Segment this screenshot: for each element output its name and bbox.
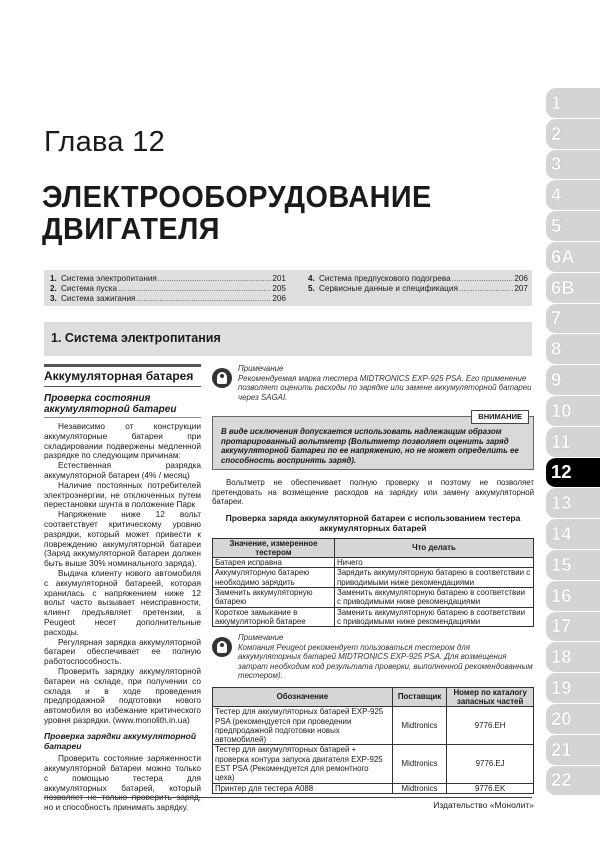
note-text: Рекомендуемая марка тестера MIDTRONICS EXP-925 PSA. Его применение позволяет оценить расходы по зарядке или замене аккумуляторной батареи через SAGAI.: [238, 373, 532, 402]
chapter-tabs: [546, 88, 600, 796]
chapter-tab-9[interactable]: [546, 365, 600, 396]
table-of-contents: [44, 270, 532, 306]
paragraph: Вольтметр не обеспечивает полную проверку и поэтому не позволяет претендовать на возмещение расходов на зарядку или замену аккумуляторной батареи.: [212, 478, 534, 506]
chapter-tab-10[interactable]: [546, 396, 600, 427]
toc-title: Система предпускового подогрева: [319, 274, 451, 283]
table-cell: Короткое замыкание в аккумуляторной батарее: [213, 607, 335, 627]
paragraph: Выдача клиенту нового автомобиля с аккумуляторной батареей, которая хранилась с напряжением ниже 12 вольт часто вызывает неисправности, клиент предъявляет претензии, а Peugeot несет дополнительные расходы.: [44, 567, 201, 637]
toc-item[interactable]: [308, 274, 528, 284]
table-cell: Заменить аккумуляторную батарею: [213, 587, 335, 607]
subsection-heading: Аккумуляторная батарея: [44, 364, 201, 387]
toc-leader: [137, 294, 272, 304]
table-cell: Тестер для аккумуляторных батарей + проверка контура запуска двигателя EXP-925 EST PSA (Рекомендуется для ремонтного цеха): [213, 745, 393, 783]
chapter-tab-19[interactable]: [546, 673, 600, 704]
paragraph: Напряжение ниже 12 вольт соответствует критическому уровню разрядки, который может привести к повреждению аккумуляторной батареи (Заряд аккумуляторной батареи должен быть выше 30% номинального заряда).: [44, 509, 201, 569]
table-header-cell: Обозначение: [213, 687, 393, 707]
chapter-tab-8[interactable]: [546, 334, 600, 365]
toc-page: 206: [272, 294, 286, 303]
table-row: [213, 558, 534, 568]
table-row: [213, 568, 534, 588]
table-header-cell: Номер по каталогу запасных частей: [447, 687, 534, 707]
chapter-tab-label: 12: [551, 461, 572, 483]
toc-title: Система зажигания: [61, 294, 136, 303]
section-header: 1. Система электропитания: [44, 322, 532, 356]
chapter-tab-label: 20: [551, 707, 572, 729]
chapter-tab-label: 9: [551, 369, 562, 391]
table-row: [213, 607, 534, 627]
paragraph: Независимо от конструкции аккумуляторные батареи при складировании подвержены медленной разрядке по следующим причинам:: [44, 421, 201, 461]
table-row: [213, 587, 534, 607]
chapter-tab-16[interactable]: [546, 581, 600, 612]
toc-column-right: [308, 274, 528, 294]
toc-leader: [118, 284, 271, 294]
left-column: [44, 364, 201, 813]
warning-text: В виде исключения допускается использовать надлежащим образом протарированный вольтметр (Вольтметр позволяет оценить заряд аккумуляторной батареи по ее напряжению, но не может определить ее способность воспринять заряд).: [221, 427, 519, 465]
table-cell: Аккумуляторную батарею необходимо зарядить: [213, 568, 335, 588]
table-cell: 9776.EJ: [447, 745, 534, 783]
chapter-tab-label: 8: [551, 338, 562, 360]
toc-page: 206: [514, 274, 528, 283]
table-cell: Midtronics: [392, 745, 447, 783]
chapter-tab-label: 14: [551, 523, 572, 545]
chapter-tab-label: 17: [551, 615, 572, 637]
note-icon: [212, 368, 232, 388]
toc-leader: [459, 284, 513, 294]
note-label: Примечание: [238, 633, 284, 643]
table-cell: Заменить аккумуляторную батарею в соответствии с приводимыми ниже рекомендациями: [334, 607, 533, 627]
toc-number: 1.: [50, 274, 57, 283]
subsubsection-heading-2: Проверка зарядки аккумуляторной батареи: [44, 730, 197, 751]
chapter-tab-22[interactable]: [546, 766, 600, 797]
table-header-cell: Поставщик: [392, 687, 447, 707]
tester-parts-table: [212, 687, 534, 794]
table-caption: Проверка заряда аккумуляторной батареи с использованием тестера аккумуляторных батарей: [225, 512, 521, 533]
table-row: [213, 707, 534, 745]
toc-number: 4.: [308, 274, 315, 283]
table-cell: Заменить аккумуляторную батарею в соответствии с приводимыми ниже рекомендациями: [334, 587, 533, 607]
chapter-tab-label: 22: [551, 769, 572, 791]
paragraph: Наличие постоянных потребителей электроэнергии, не отключенных путем перестановки шунта в положение Парк: [44, 479, 201, 510]
note-2: [212, 633, 534, 681]
battery-check-table: [212, 538, 534, 628]
warning-box: [212, 412, 534, 470]
page-title: ЭЛЕКТРООБОРУДОВАНИЕ ДВИГАТЕЛЯ: [42, 179, 432, 246]
toc-number: 5.: [308, 284, 315, 293]
chapter-tab-label: 16: [551, 584, 572, 606]
note-icon: [212, 637, 232, 657]
toc-item[interactable]: [308, 284, 528, 294]
right-column: [212, 364, 534, 794]
table-cell: Midtronics: [392, 707, 447, 745]
chapter-tab-label: 3: [551, 153, 562, 175]
chapter-label: Глава 12: [44, 126, 166, 158]
table-cell: Midtronics: [392, 783, 447, 793]
chapter-tab-20[interactable]: [546, 704, 600, 735]
chapter-tab-21[interactable]: [546, 735, 600, 766]
table-row: [213, 783, 534, 793]
chapter-tab-label: 4: [551, 184, 562, 206]
table-cell: Тестер для аккумуляторных батарей EXP-925 PSA (рекомендуется при проведении предпродажной подготовки новых автомобилей): [213, 707, 393, 745]
table-cell: Принтер для тестера A088: [213, 783, 393, 793]
chapter-tab-18[interactable]: [546, 642, 600, 673]
publisher-footer: Издательство «Монолит»: [433, 800, 534, 810]
note-label: Примечание: [238, 364, 284, 373]
chapter-tab-label: 6A: [551, 245, 575, 267]
warning-tag: ВНИМАНИЕ: [471, 410, 529, 424]
toc-number: 2.: [50, 284, 57, 293]
chapter-tab-label: 5: [551, 215, 562, 237]
table-cell: Батарея исправна: [213, 558, 335, 568]
chapter-tab-5[interactable]: [546, 211, 600, 242]
toc-item[interactable]: [50, 274, 286, 284]
toc-leader: [452, 274, 514, 284]
toc-title: Система электропитания: [61, 274, 157, 283]
toc-title: Сервисные данные и спецификация: [319, 284, 458, 293]
toc-leader: [158, 274, 271, 284]
note-1: [212, 364, 534, 402]
chapter-tab-3[interactable]: [546, 150, 600, 181]
chapter-tab-2[interactable]: [546, 119, 600, 150]
table-row: [213, 745, 534, 783]
chapter-tab-label: 2: [551, 122, 562, 144]
toc-page: 205: [272, 284, 286, 293]
left-paragraphs: [44, 422, 201, 726]
chapter-tab-12[interactable]: [546, 458, 600, 489]
chapter-tab-label: 11: [551, 430, 571, 452]
table-cell: Зарядить аккумуляторную батарею в соответствии с приводимыми ниже рекомендациями: [334, 568, 533, 588]
paragraph: Проверить состояние заряженности аккумуляторной батареи можно только с помощью тестера для аккумуляторных батарей, который но и способность принимать зарядку.: [44, 753, 201, 813]
table-header-cell: Значение, измеренное тестером: [213, 538, 335, 558]
toc-title: Система пуска: [61, 284, 118, 293]
chapter-tab-11[interactable]: [546, 427, 600, 458]
chapter-tab-17[interactable]: [546, 612, 600, 643]
paragraph: Проверить зарядку аккумуляторной батареи на складе, при получении со склада и в ходе проведения предпродажной подготовки нового автомобиля во избежание критического уровня разрядки. (www.monolith.in.ua): [44, 665, 201, 725]
chapter-tab-label: 21: [551, 738, 572, 760]
chapter-tab-label: 1: [551, 91, 562, 113]
toc-item[interactable]: [50, 284, 286, 294]
chapter-tab-6A[interactable]: [546, 242, 600, 273]
chapter-tab-label: 6B: [551, 276, 575, 298]
chapter-tab-label: 19: [551, 677, 572, 699]
chapter-tab-6B[interactable]: [546, 273, 600, 304]
table-header-cell: Что делать: [334, 538, 533, 558]
table-cell: Ничего: [334, 558, 533, 568]
chapter-tab-15[interactable]: [546, 550, 600, 581]
toc-number: 3.: [50, 294, 57, 303]
chapter-tab-14[interactable]: [546, 519, 600, 550]
toc-page: 201: [272, 274, 286, 283]
chapter-tab-label: 15: [551, 553, 572, 575]
table-cell: 9776.EK: [447, 783, 534, 793]
paragraph: Регулярная зарядка аккумуляторной батареи обеспечивает ее полную работоспособность.: [44, 636, 201, 667]
note-text: Компания Peugeot рекомендует пользоваться тестером для аккумуляторных батарей MIDTRONICS EXP-925 PSA. Для возмещения затрат необходим код результата проверки, выполненной рекомендованным тестером).: [238, 642, 533, 681]
toc-page: 207: [514, 284, 528, 293]
chapter-tab-label: 13: [551, 492, 572, 514]
chapter-tab-13[interactable]: [546, 488, 600, 519]
chapter-tab-label: 18: [551, 646, 572, 668]
chapter-tab-4[interactable]: [546, 180, 600, 211]
table-cell: 9776.EH: [447, 707, 534, 745]
subsubsection-heading: Проверка состояния аккумуляторной батареи: [44, 393, 201, 418]
chapter-tab-1[interactable]: [546, 88, 600, 119]
footer-rule: [44, 797, 532, 798]
chapter-tab-label: 10: [551, 399, 572, 421]
toc-item[interactable]: [50, 294, 286, 304]
chapter-tab-7[interactable]: [546, 304, 600, 335]
paragraph: Естественная разрядка аккумуляторной батареи (4% / месяц): [44, 460, 201, 480]
chapter-tab-label: 7: [551, 307, 562, 329]
toc-column-left: [50, 274, 286, 304]
